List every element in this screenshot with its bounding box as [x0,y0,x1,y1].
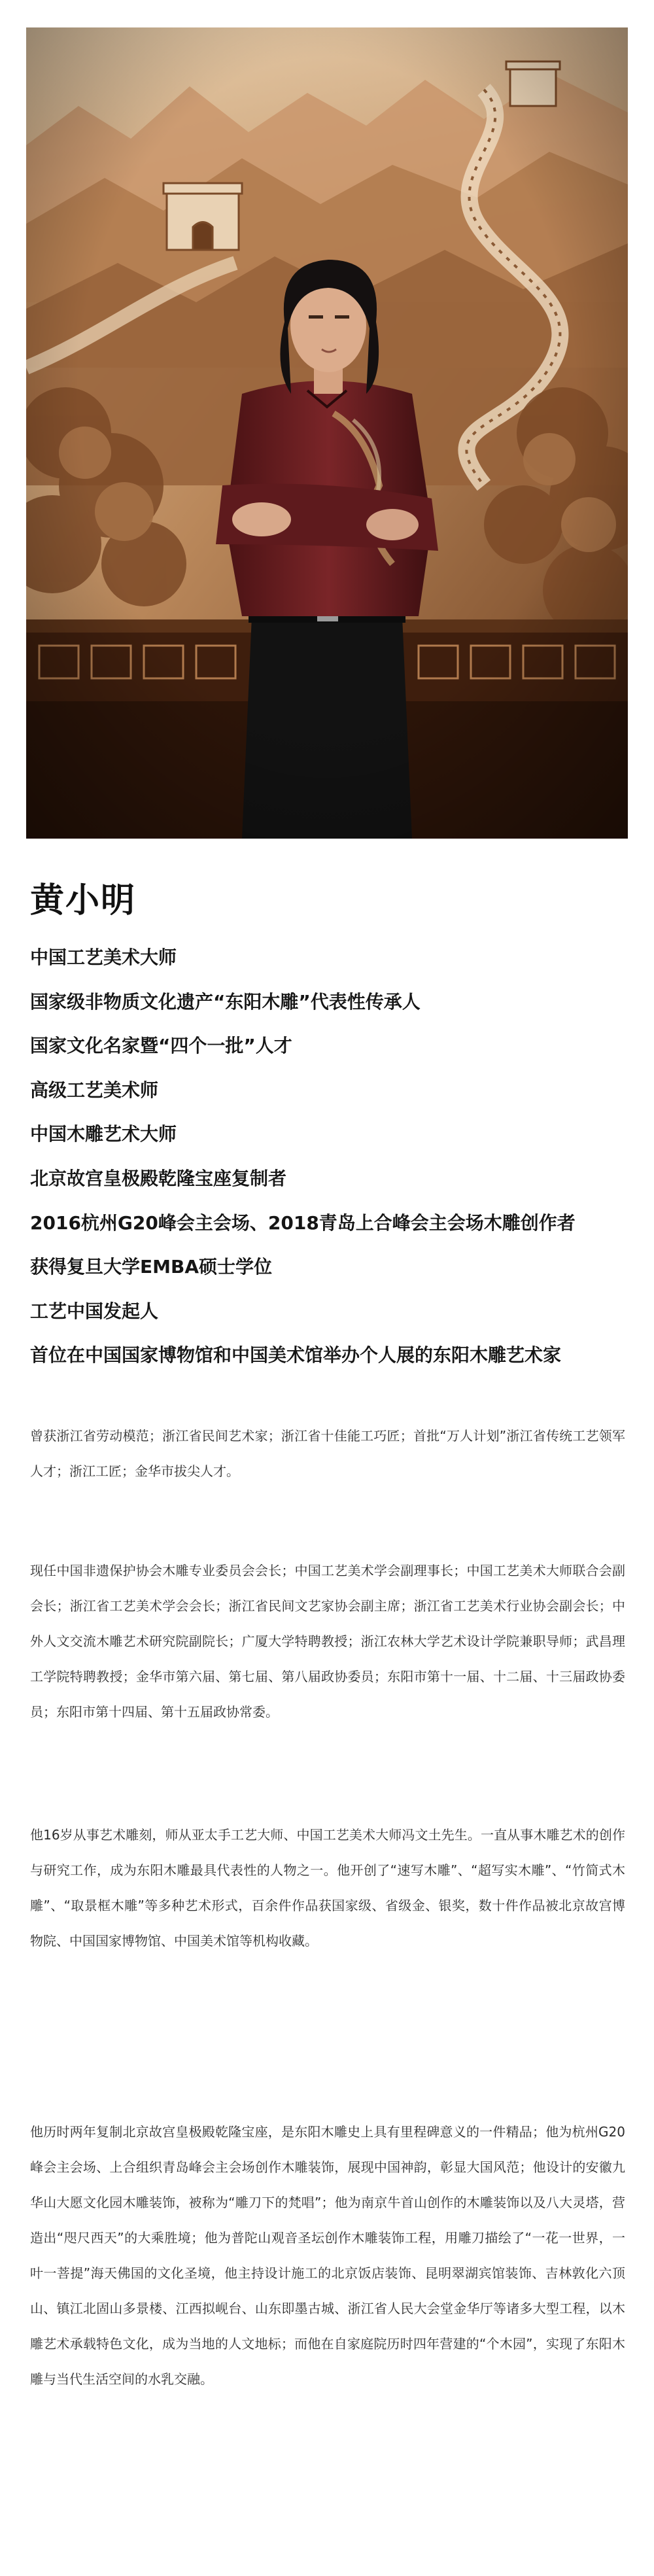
title-item: 高级工艺美术师 [30,1079,159,1101]
career-paragraph: 他16岁从事艺术雕刻，师从亚太手工艺大师、中国工艺美术大师冯文土先生。一直从事木雕艺术的创作与研究工作，成为东阳木雕最具代表性的人物之一。他开创了“速写木雕”、“超写实木雕”、“竹简式木雕”、“取景框木雕”等多种艺术形式，百余件作品获国家级、省级金、银奖，数十件作品被北京故宫博物院、中国国家博物馆、中国美术馆等机构收藏。 [30,1827,625,1949]
title-item: 北京故宫皇极殿乾隆宝座复制者 [30,1167,287,1189]
title-list [30,935,632,1378]
portrait-illustration [26,27,628,839]
title-item: 获得复旦大学EMBA硕士学位 [30,1256,273,1278]
title-item: 工艺中国发起人 [30,1300,159,1322]
title-item: 首位在中国国家博物馆和中国美术馆举办个人展的东阳木雕艺术家 [30,1344,562,1366]
title-item: 国家级非物质文化遗产“东阳木雕”代表性传承人 [30,990,421,1013]
title-item: 中国木雕艺术大师 [30,1123,177,1145]
positions-paragraph: 现任中国非遗保护协会木雕专业委员会会长；中国工艺美术学会副理事长；中国工艺美术大师联合会副会长；浙江省工艺美术学会会长；浙江省民间文艺家协会副主席；浙江省工艺美术行业协会副会长；中外人文交流木雕艺术研究院副院长；广厦大学特聘教授；浙江农林大学艺术设计学院兼职导师；武昌理工学院特聘教授；金华市第六届、第七届、第八届政协委员；东阳市第十一届、十二届、十三届政协委员；东阳市第十四届、第十五届政协常委。 [30,1563,625,1720]
title-item: 2016杭州G20峰会主会场、2018青岛上合峰会主会场木雕创作者 [30,1211,576,1234]
title-item: 国家文化名家暨“四个一批”人才 [30,1035,292,1057]
title-item: 中国工艺美术大师 [30,947,177,968]
person-name: 黄小明 [30,880,137,920]
honors-paragraph: 曾获浙江省劳动模范；浙江省民间艺术家；浙江省十佳能工巧匠；首批“万人计划”浙江省传统工艺领军人才；浙江工匠；金华市拔尖人才。 [30,1428,625,1479]
works-paragraph: 他历时两年复制北京故宫皇极殿乾隆宝座，是东阳木雕史上具有里程碑意义的一件精品；他为杭州G20峰会主会场、上合组织青岛峰会主会场创作木雕装饰，展现中国神韵，彰显大国风范；他设计的安徽九华山大愿文化园木雕装饰，被称为“雕刀下的梵唱”；他为南京牛首山创作的木雕装饰以及八大灵塔，营造出“咫尺西天”的大乘胜境；他为普陀山观音圣坛创作木雕装饰工程，用雕刀描绘了“一花一世界，一叶一菩提”海天佛国的文化圣境，他主持设计施工的北京饭店装饰、昆明翠湖宾馆装饰、吉林敦化六顶山、镇江北固山多景楼、江西拟岘台、山东即墨古城、浙江省人民大会堂金华厅等诸多大型工程，以木雕艺术承载特色文化，成为当地的人文地标；而他在自家庭院历时四年营建的“个木园”，实现了东阳木雕与当代生活空间的水乳交融。 [30,2124,625,2387]
portrait-photo [26,27,628,839]
